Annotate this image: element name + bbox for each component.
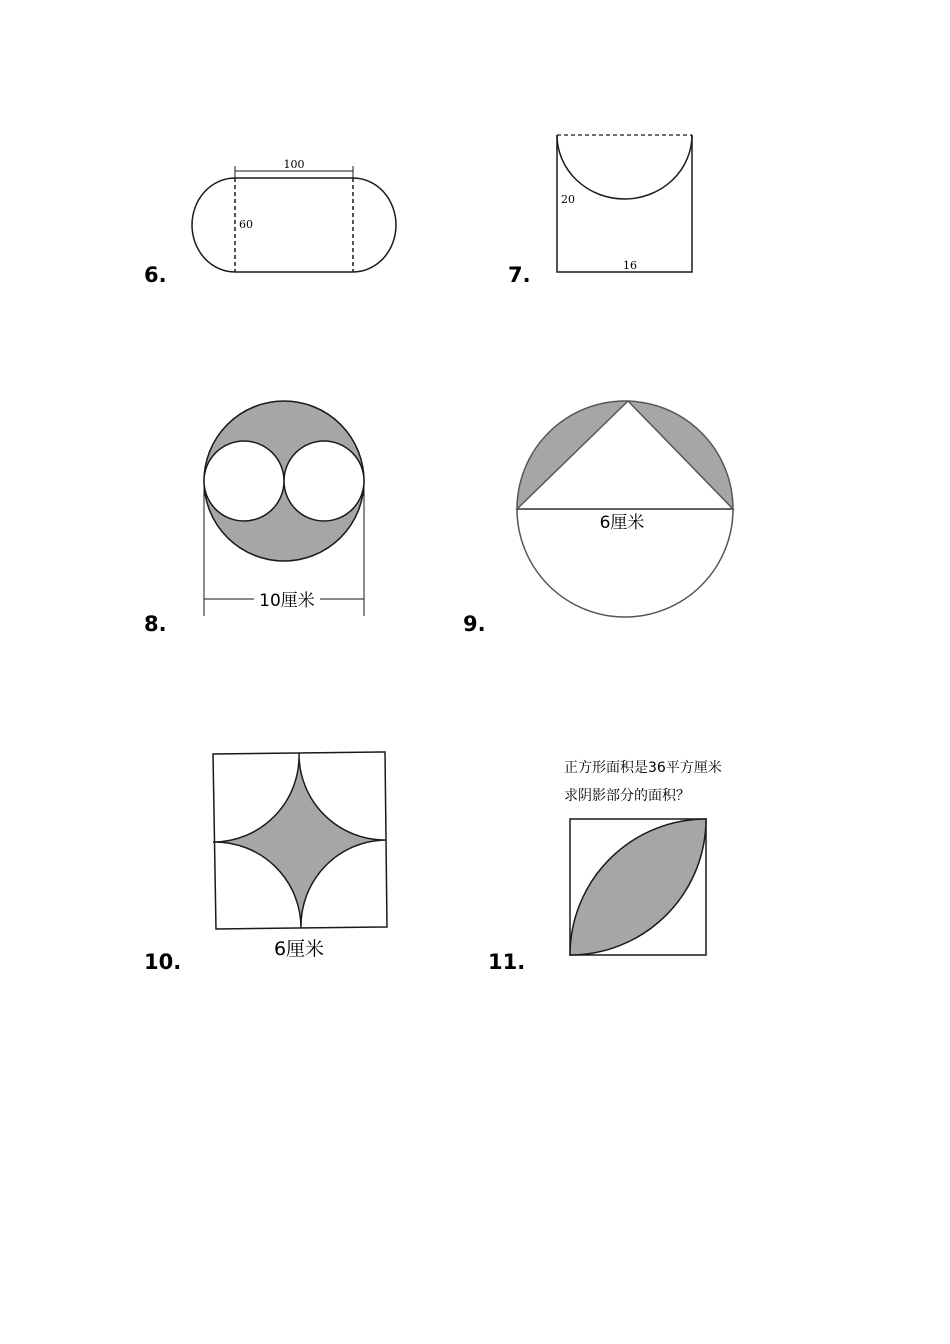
problem-number-6: 6. xyxy=(144,263,167,287)
problem-number-9: 9. xyxy=(463,612,486,636)
problem-number-8: 8. xyxy=(144,612,167,636)
stadium-outline xyxy=(192,178,396,272)
fig6-top-label: 100 xyxy=(283,158,305,171)
small-circle-right xyxy=(284,441,364,521)
semicircle-cut xyxy=(557,135,692,199)
fig10-side-label: 6厘米 xyxy=(273,938,325,960)
fig11-text-line2: 求阴影部分的面积？ xyxy=(564,788,690,804)
figure-11-square-leaf xyxy=(570,819,706,955)
fig11-text-line1: 正方形面积是36平方厘米 xyxy=(564,760,722,776)
fig9-diameter-label: 6厘米 xyxy=(599,513,645,533)
problem-number-7: 7. xyxy=(508,263,531,287)
figure-10-square-arcs xyxy=(213,752,387,929)
rectangle-outline xyxy=(557,135,692,272)
problem-number-11: 11. xyxy=(488,950,526,974)
fig7-side-label: 20 xyxy=(561,193,575,206)
figure-7-rectangle xyxy=(557,135,692,272)
small-circle-left xyxy=(204,441,284,521)
figure-9-circle-triangle xyxy=(517,401,733,617)
figure-6-stadium xyxy=(192,166,396,272)
fig6-side-label: 60 xyxy=(239,218,253,231)
fig7-bottom-label: 16 xyxy=(623,259,637,272)
problem-number-10: 10. xyxy=(144,950,182,974)
figure-8-circles xyxy=(204,401,364,616)
fig8-diameter-label: 10厘米 xyxy=(259,591,315,611)
